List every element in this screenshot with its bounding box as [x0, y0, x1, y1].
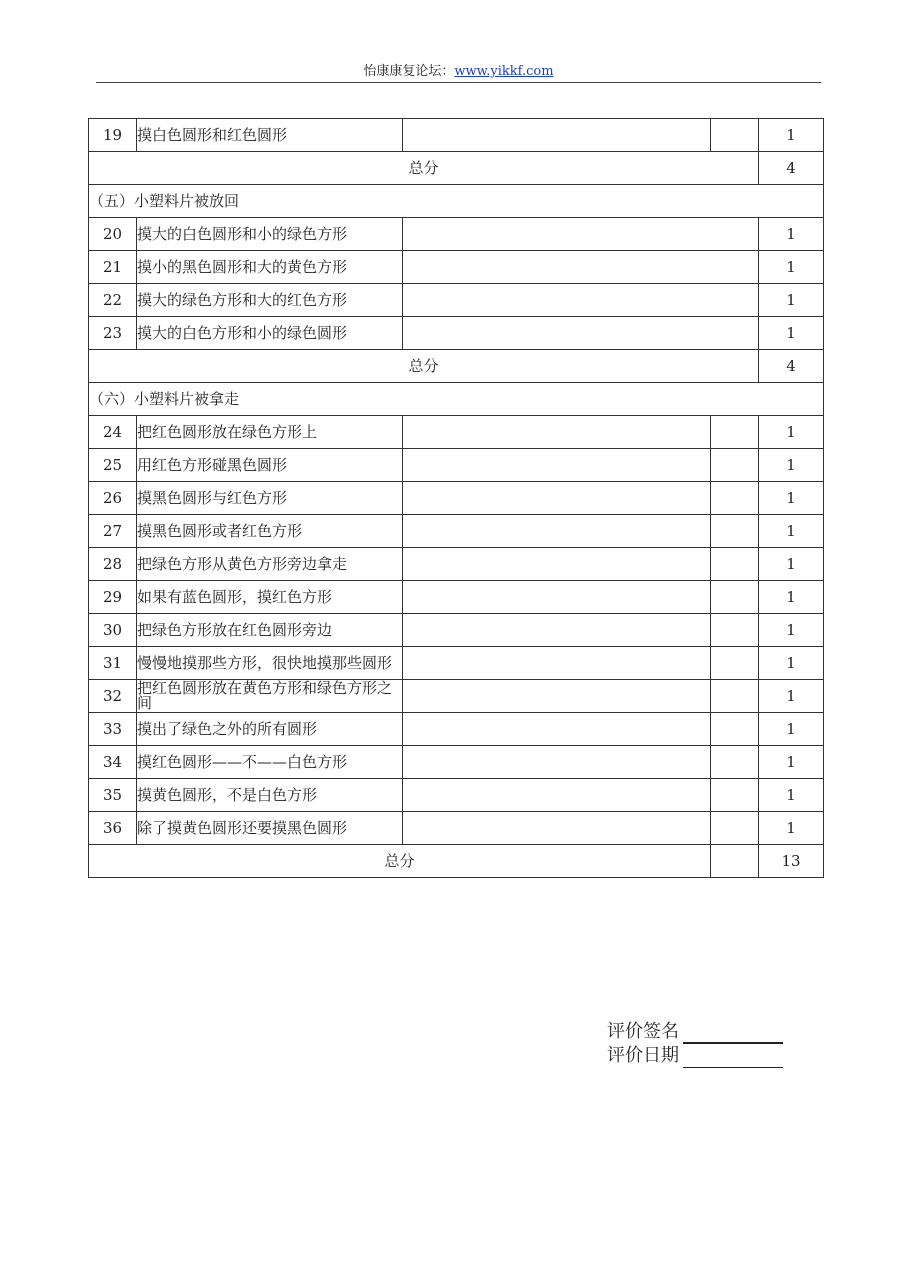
item-description: 把绿色方形放在红色圆形旁边 [137, 614, 403, 647]
table-row [89, 218, 824, 251]
section-row [89, 383, 824, 416]
response-cell[interactable] [403, 614, 711, 647]
table-row [89, 449, 824, 482]
item-score: 1 [759, 581, 824, 614]
item-number: 23 [89, 317, 137, 350]
item-number: 29 [89, 581, 137, 614]
response-cell[interactable] [403, 284, 759, 317]
item-description: 摸黑色圆形或者红色方形 [137, 515, 403, 548]
item-number: 25 [89, 449, 137, 482]
item-score: 1 [759, 449, 824, 482]
response-cell[interactable] [403, 647, 711, 680]
mark-cell[interactable] [711, 581, 759, 614]
item-description: 摸出了绿色之外的所有圆形 [137, 713, 403, 746]
table-row [89, 119, 824, 152]
item-description: 摸大的绿色方形和大的红色方形 [137, 284, 403, 317]
header-prefix: 怡康康复论坛： [363, 64, 455, 79]
item-number: 24 [89, 416, 137, 449]
total-label: 总分 [89, 152, 759, 185]
page-header [96, 62, 821, 83]
signature-line [607, 1020, 783, 1044]
response-cell[interactable] [403, 515, 711, 548]
mark-cell[interactable] [711, 713, 759, 746]
item-score: 1 [759, 119, 824, 152]
mark-cell[interactable] [711, 845, 759, 878]
item-score: 1 [759, 812, 824, 845]
item-number: 32 [89, 680, 137, 713]
total-row [89, 350, 824, 383]
date-line [607, 1044, 783, 1068]
item-score: 1 [759, 680, 824, 713]
item-number: 34 [89, 746, 137, 779]
total-score: 4 [759, 152, 824, 185]
response-cell[interactable] [403, 119, 711, 152]
item-description: 摸红色圆形——不——白色方形 [137, 746, 403, 779]
item-description: 摸大的白色圆形和小的绿色方形 [137, 218, 403, 251]
mark-cell[interactable] [711, 515, 759, 548]
item-score: 1 [759, 614, 824, 647]
signature-label: 评价签名 [607, 1021, 679, 1042]
mark-cell[interactable] [711, 746, 759, 779]
item-number: 33 [89, 713, 137, 746]
total-row [89, 152, 824, 185]
item-score: 1 [759, 218, 824, 251]
item-description: 摸大的白色方形和小的绿色圆形 [137, 317, 403, 350]
response-cell[interactable] [403, 449, 711, 482]
response-cell[interactable] [403, 251, 759, 284]
total-label: 总分 [89, 350, 759, 383]
date-label: 评价日期 [607, 1045, 679, 1066]
item-number: 35 [89, 779, 137, 812]
signature-block [607, 1020, 783, 1068]
item-number: 20 [89, 218, 137, 251]
total-score: 4 [759, 350, 824, 383]
response-cell[interactable] [403, 218, 759, 251]
section-title: （六）小塑料片被拿走 [89, 383, 824, 416]
response-cell[interactable] [403, 680, 711, 713]
total-row [89, 845, 824, 878]
item-description: 如果有蓝色圆形，摸红色方形 [137, 581, 403, 614]
table-row [89, 746, 824, 779]
table-row [89, 581, 824, 614]
item-score: 1 [759, 647, 824, 680]
item-score: 1 [759, 713, 824, 746]
section-row [89, 185, 824, 218]
item-number: 19 [89, 119, 137, 152]
mark-cell[interactable] [711, 812, 759, 845]
mark-cell[interactable] [711, 416, 759, 449]
response-cell[interactable] [403, 746, 711, 779]
item-description: 把绿色方形从黄色方形旁边拿走 [137, 548, 403, 581]
response-cell[interactable] [403, 812, 711, 845]
section-title: （五）小塑料片被放回 [89, 185, 824, 218]
table-row [89, 779, 824, 812]
table-row [89, 317, 824, 350]
item-score: 1 [759, 251, 824, 284]
response-cell[interactable] [403, 779, 711, 812]
item-description: 除了摸黄色圆形还要摸黑色圆形 [137, 812, 403, 845]
item-number: 21 [89, 251, 137, 284]
table-row [89, 614, 824, 647]
item-number: 31 [89, 647, 137, 680]
mark-cell[interactable] [711, 680, 759, 713]
mark-cell[interactable] [711, 482, 759, 515]
mark-cell[interactable] [711, 614, 759, 647]
item-number: 30 [89, 614, 137, 647]
response-cell[interactable] [403, 713, 711, 746]
mark-cell[interactable] [711, 647, 759, 680]
response-cell[interactable] [403, 548, 711, 581]
item-number: 27 [89, 515, 137, 548]
item-number: 26 [89, 482, 137, 515]
assessment-table [88, 118, 824, 878]
item-score: 1 [759, 548, 824, 581]
response-cell[interactable] [403, 581, 711, 614]
item-description: 摸黄色圆形，不是白色方形 [137, 779, 403, 812]
total-score: 13 [759, 845, 824, 878]
item-score: 1 [759, 515, 824, 548]
table-row [89, 680, 824, 713]
mark-cell[interactable] [711, 548, 759, 581]
item-score: 1 [759, 482, 824, 515]
item-number: 28 [89, 548, 137, 581]
item-description: 把红色圆形放在黄色方形和绿色方形之间 [137, 680, 403, 713]
header-link[interactable]: www.yikkf.com [454, 64, 554, 79]
table-row [89, 812, 824, 845]
table-row [89, 416, 824, 449]
mark-cell[interactable] [711, 449, 759, 482]
response-cell[interactable] [403, 416, 711, 449]
item-description: 用红色方形碰黑色圆形 [137, 449, 403, 482]
item-number: 36 [89, 812, 137, 845]
date-field[interactable] [683, 1049, 783, 1068]
table-row [89, 251, 824, 284]
item-score: 1 [759, 779, 824, 812]
item-description: 慢慢地摸那些方形，很快地摸那些圆形 [137, 647, 403, 680]
table-row [89, 284, 824, 317]
table-row [89, 713, 824, 746]
item-score: 1 [759, 284, 824, 317]
item-number: 22 [89, 284, 137, 317]
item-score: 1 [759, 416, 824, 449]
total-label: 总分 [89, 845, 711, 878]
item-score: 1 [759, 317, 824, 350]
table-row [89, 482, 824, 515]
item-description: 摸白色圆形和红色圆形 [137, 119, 403, 152]
mark-cell[interactable] [711, 779, 759, 812]
mark-cell[interactable] [711, 119, 759, 152]
table-row [89, 515, 824, 548]
response-cell[interactable] [403, 482, 711, 515]
item-score: 1 [759, 746, 824, 779]
table-row [89, 548, 824, 581]
item-description: 摸小的黑色圆形和大的黄色方形 [137, 251, 403, 284]
item-description: 把红色圆形放在绿色方形上 [137, 416, 403, 449]
table-row [89, 647, 824, 680]
response-cell[interactable] [403, 317, 759, 350]
signature-field[interactable] [683, 1024, 783, 1044]
item-description: 摸黑色圆形与红色方形 [137, 482, 403, 515]
